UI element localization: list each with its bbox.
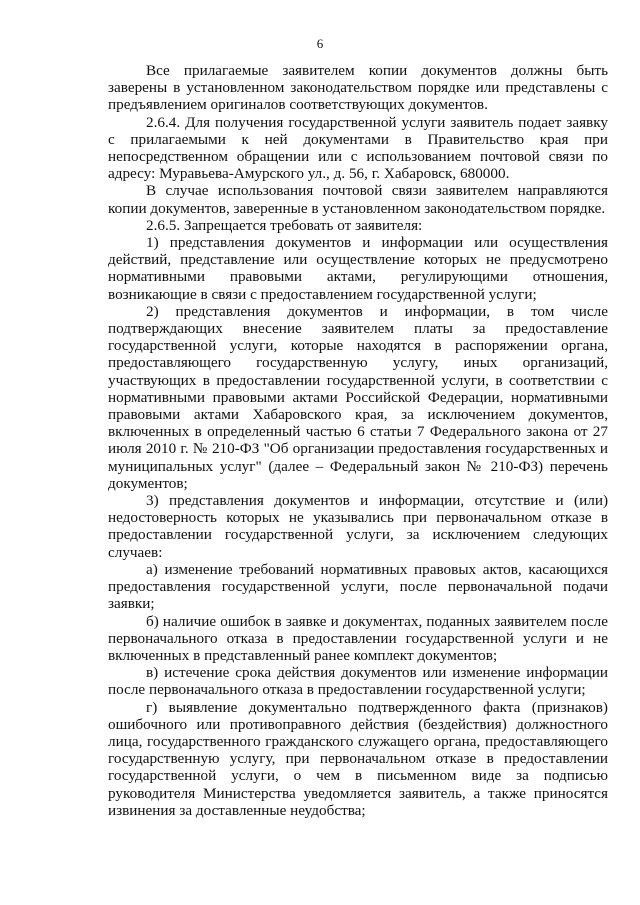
paragraph-2-6-4: 2.6.4. Для получения государственной услуги заявитель подает заявку с прилагаемыми к ней документами в Правительство края при непосредственном обращении или с использованием почтовой связи по адресу: Муравьева-Амурского ул., д. 56, г. Хабаровск, 680000.	[108, 113, 608, 183]
sub-item-g: г) выявление документально подтвержденного факта (признаков) ошибочного или противоправного действия (бездействия) должностного лица, государственного гражданского служащего органа, предоставляющего государственную услугу, при первоначальном отказе в предоставлении государственной услуги, о чем в письменном виде за подписью руководителя Министерства уведомляется заявитель, а также приносятся извинения за доставленные неудобства;	[108, 698, 608, 819]
paragraph-2-6-5: 2.6.5. Запрещается требовать от заявителя:	[146, 216, 423, 234]
list-item-1: 1) представления документов и информации или осуществления действий, представление или осуществление которых не предусмотрено нормативными правовыми актами, регулирующими отношения, возникающие в связи с предоставлением государственной услуги;	[108, 234, 608, 303]
paragraph-copies-certified: Все прилагаемые заявителем копии документов должны быть заверены в установленном законодательством порядке или представлены с предъявлением оригиналов соответствующих документов.	[108, 62, 608, 114]
list-item-2: 2) представления документов и информации, в том числе подтверждающих внесение заявителем платы за предоставление государственной услуги, которые находятся в распоряжении органа, предоставляющего государственную услугу, иных организаций, участвующих в предоставлении государственной услуги, в соответствии с нормативными правовыми актами Российской Федерации, нормативными правовыми актами Хабаровского края, за исключением документов, включенных в определенный частью 6 статьи 7 Федерального закона от 27 июля 2010 г. № 210-ФЗ "Об организации предоставления государственных и муниципальных услуг" (далее – Федеральный закон № 210-ФЗ) перечень документов;	[108, 302, 608, 492]
page-number: 6	[316, 36, 324, 51]
sub-item-a: а) изменение требований нормативных правовых актов, касающихся предоставления государственной услуги, после первоначальной подачи заявки;	[108, 560, 608, 613]
document-body	[108, 62, 608, 819]
sub-item-b: б) наличие ошибок в заявке и документах, поданных заявителем после первоначального отказа в предоставлении государственной услуги и не включенных в представленный ранее комплект документов;	[108, 612, 608, 664]
paragraph-postal-copies: В случае использования почтовой связи заявителем направляются копии документов, заверенные в установленном законодательством порядке.	[108, 182, 608, 217]
sub-item-v: в) истечение срока действия документов или изменение информации после первоначального отказа в предоставлении государственной услуги;	[108, 664, 608, 699]
list-item-3: 3) представления документов и информации, отсутствие и (или) недостоверность которых не указывались при первоначальном отказе в предоставлении государственной услуги, за исключением следующих случаев:	[108, 492, 608, 561]
